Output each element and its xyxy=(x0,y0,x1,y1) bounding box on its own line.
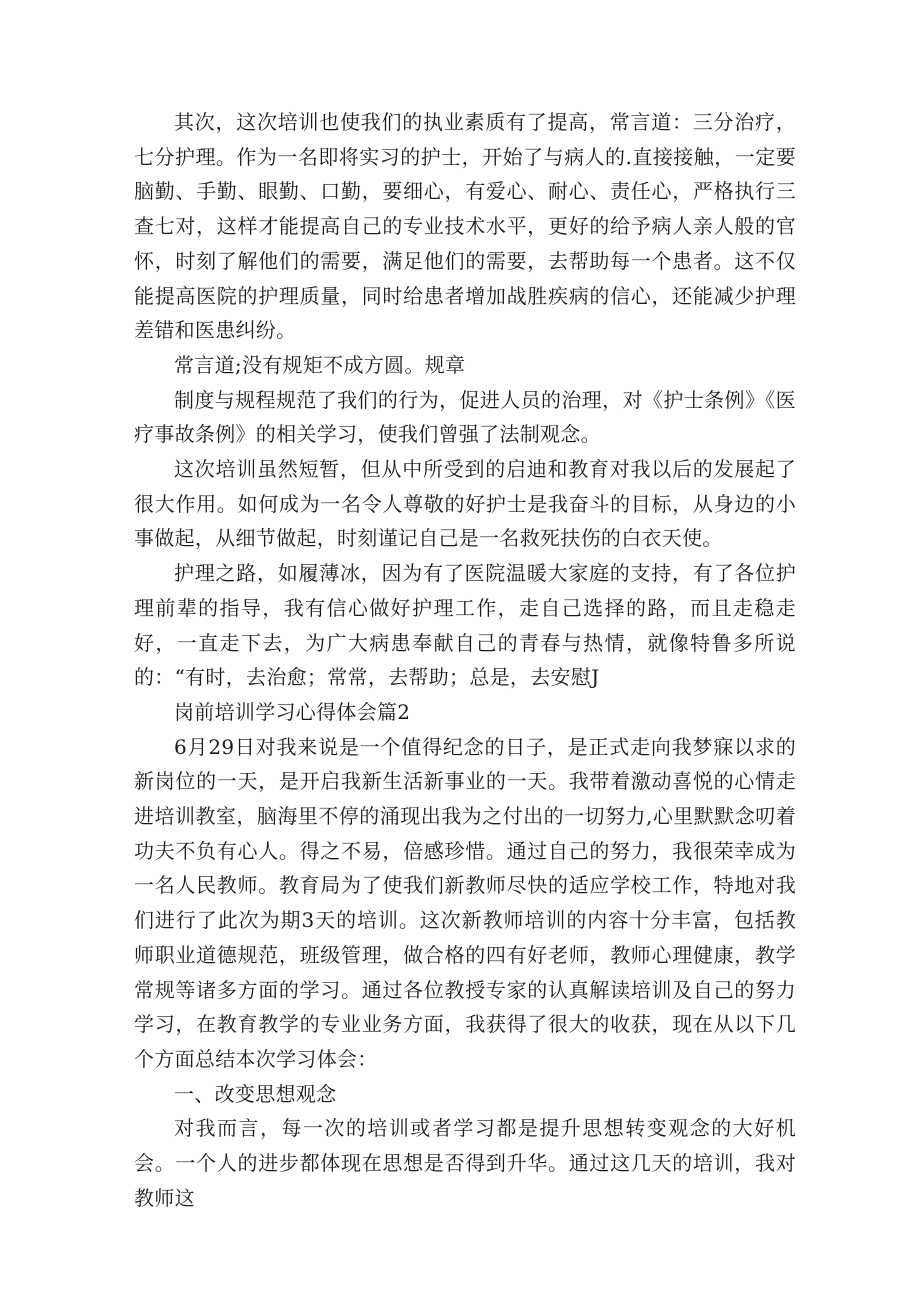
paragraph-regulations: 制度与规程规范了我们的行为，促进人员的治理，对《护士条例》《医疗事故条例》的相关学习，使我们曾强了法制观念。 xyxy=(134,387,796,447)
paragraph-thinking-progress: 对我而言，每一次的培训或者学习都是提升思想转变观念的大好机会。一个人的进步都体现在思想是否得到升华。通过这几天的培训，我对教师这 xyxy=(134,1116,796,1210)
paragraph-teacher-training: 6月29日对我来说是一个值得纪念的日子，是正式走向我梦寐以求的新岗位的一天，是开启我新生活新事业的一天。我带着激动喜悦的心情走进培训教室，脑海里不停的涌现出我为之付出的一切努力,心里默默念叨着功夫不负有心人。得之不易，倍感珍惜。通过自己的努力，我很荣幸成为一名人民教师。教育局为了使我们新教师尽快的适应学校工作，特地对我们进行了此次为期3天的培训。这次新教师培训的内容十分丰富，包括教师职业道德规范，班级管理，做合格的四有好老师，教师心理健康，教学常规等诸多方面的学习。通过各位教授专家的认真解读培训及自己的努力学习，在教育教学的专业业务方面，我获得了很大的收获，现在从以下几个方面总结本次学习体会： xyxy=(134,734,796,1071)
paragraph-rules-saying: 常言道;没有规矩不成方圆。规章 xyxy=(174,352,466,377)
paragraph-training-impact: 这次培训虽然短暂，但从中所受到的启迪和教育对我以后的发展起了很大作用。如何成为一名令人尊敬的好护士是我奋斗的目标，从身边的小事做起，从细节做起，时刻谨记自己是一名救死扶伤的白衣天使。 xyxy=(134,457,796,551)
paragraph-nursing-road: 护理之路，如履薄冰，因为有了医院温暖大家庭的支持，有了各位护理前辈的指导，我有信心做好护理工作，走自己选择的路，而且走稳走好，一直走下去，为广大病患奉献自己的青春与热情，就像特鲁多所说的：“有时，去治愈；常常，去帮助；总是，去安慰J xyxy=(134,561,796,690)
paragraph-nursing-quality: 其次，这次培训也使我们的执业素质有了提高，常言道：三分治疗，七分护理。作为一名即将实习的护士，开始了与病人的.直接接触，一定要脑勤、手勤、眼勤、口勤，要细心，有爱心、耐心、责任心，严格执行三查七对，这样才能提高自己的专业技术水平，更好的给予病人亲人般的官怀，时刻了解他们的需要，满足他们的需要，去帮助每一个患者。这不仅能提高医院的护理质量，同时给患者增加战胜疾病的信心，还能减少护理差错和医患纠纷。 xyxy=(134,110,796,343)
section-heading-part2: 岗前培训学习心得体会篇2 xyxy=(174,699,411,724)
subheading-change-thinking: 一、改变思想观念 xyxy=(174,1081,337,1106)
document-body xyxy=(134,105,796,1216)
